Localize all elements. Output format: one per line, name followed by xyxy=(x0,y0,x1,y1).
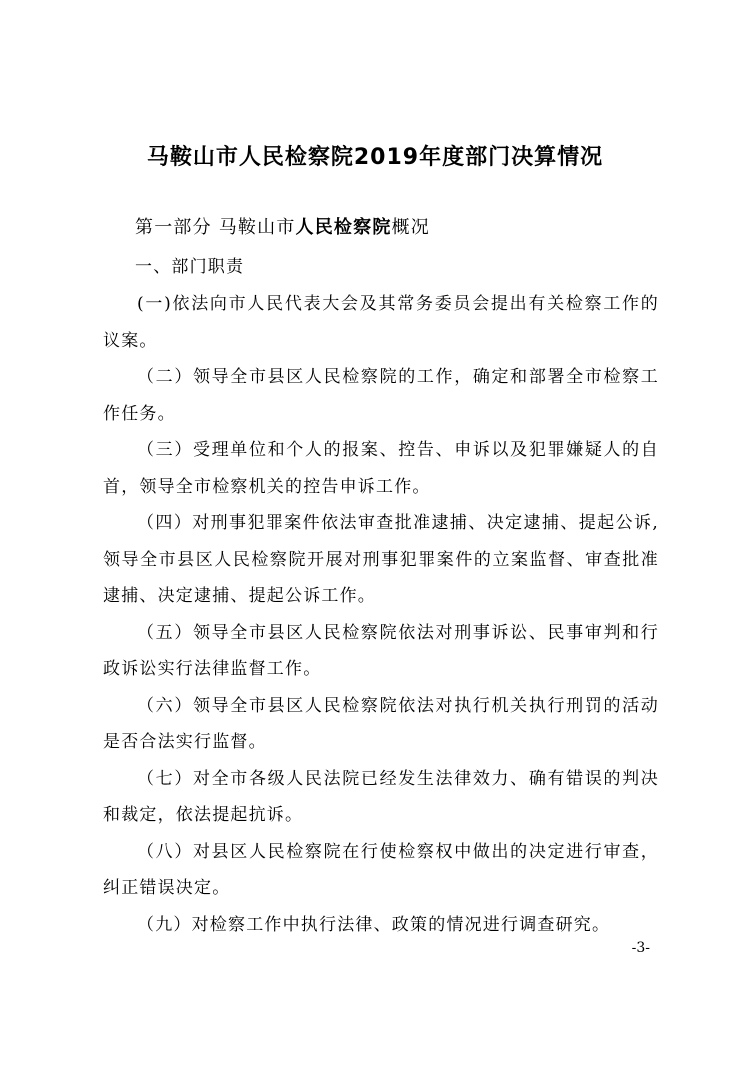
document-body xyxy=(103,208,659,943)
document-title: 马鞍山市人民检察院2019年度部门决算情况 xyxy=(146,145,604,170)
part-heading xyxy=(135,208,659,248)
paragraph-8: （八）对县区人民检察院在行使检察权中做出的决定进行审查，纠正错误决定。 xyxy=(103,841,659,898)
part-heading-suffix: 概况 xyxy=(391,217,430,238)
paragraph-6: （六）领导全市县区人民检察院依法对执行机关执行刑罚的活动是否合法实行监督。 xyxy=(103,695,659,752)
paragraph-4: （四）对刑事犯罪案件依法审查批准逮捕、决定逮捕、提起公诉,领导全市县区人民检察院开展对刑事犯罪案件的立案监督、审查批准逮捕、决定逮捕、提起公诉工作。 xyxy=(103,513,659,606)
section-heading: 一、部门职责 xyxy=(135,257,245,277)
paragraph-5: （五）领导全市县区人民检察院依法对刑事诉讼、民事审判和行政诉讼实行法律监督工作。 xyxy=(103,622,659,679)
paragraph-1: (一)依法向市人民代表大会及其常务委员会提出有关检察工作的议案。 xyxy=(103,294,659,351)
paragraph-3: （三）受理单位和个人的报案、控告、申诉以及犯罪嫌疑人的自首，领导全市检察机关的控告申诉工作。 xyxy=(103,440,659,497)
paragraph-9: （九）对检察工作中执行法律、政策的情况进行调查研究。 xyxy=(137,914,611,935)
paragraph-2: （二）领导全市县区人民检察院的工作，确定和部署全市检察工作任务。 xyxy=(103,367,659,424)
page-number: -3- xyxy=(631,940,650,956)
part-heading-prefix: 第一部分 马鞍山市 xyxy=(135,217,296,238)
part-heading-bold: 人民检察院 xyxy=(295,217,392,238)
paragraph-7: （七）对全市各级人民法院已经发生法律效力、确有错误的判决和裁定，依法提起抗诉。 xyxy=(103,768,659,825)
